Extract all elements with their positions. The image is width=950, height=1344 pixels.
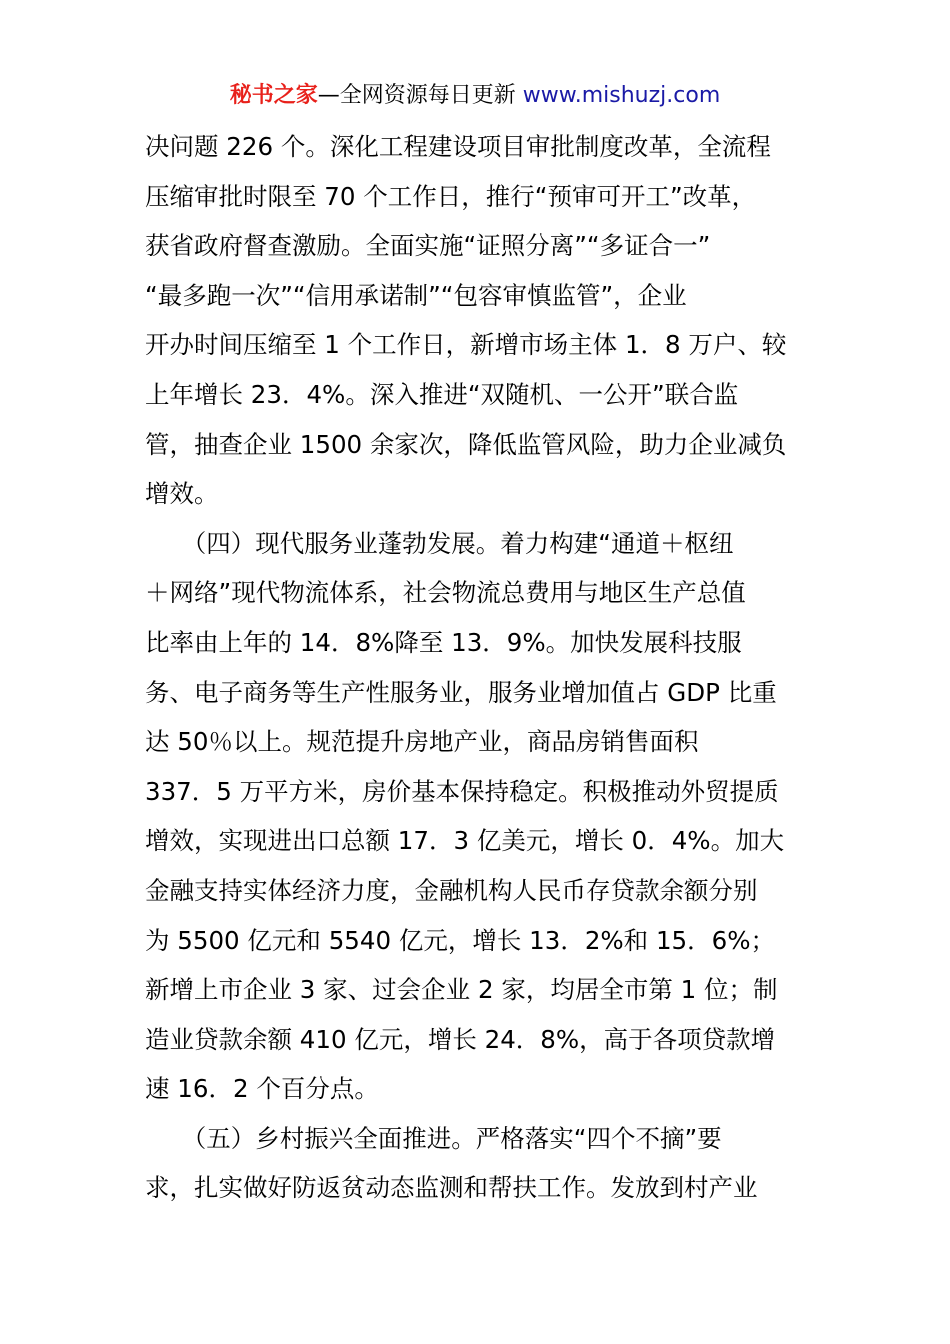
text-line: 管，抽查企业 1500 余家次，降低监管风险，助力企业减负 (145, 429, 787, 459)
site-url[interactable]: www.mishuzj.com (522, 83, 721, 108)
text-line: 337．5 万平方米，房价基本保持稳定。积极推动外贸提质 (145, 776, 779, 806)
text-line: 决问题 226 个。深化工程建设项目审批制度改革，全流程 (145, 132, 771, 161)
text-line: 获省政府督查激励。全面实施“证照分离”“多证合一” (145, 231, 711, 261)
site-header (0, 80, 950, 112)
text-line: 造业贷款余额 410 亿元，增长 24．8%，高于各项贷款增 (145, 1024, 776, 1054)
site-brand: 秘书之家 (229, 83, 318, 108)
text-line: （四）现代服务业蓬勃发展。着力构建“通道＋枢纽 (145, 528, 734, 558)
text-line: 务、电子商务等生产性服务业，服务业增加值占 GDP 比重 (145, 677, 777, 707)
text-line: ＋网络”现代物流体系，社会物流总费用与地区生产总值 (145, 578, 746, 608)
text-line: 比率由上年的 14．8%降至 13．9%。加快发展科技服 (145, 627, 742, 657)
text-line: “最多跑一次”“信用承诺制”“包容审慎监管”，企业 (145, 280, 687, 310)
text-line: 增效，实现进出口总额 17．3 亿美元，增长 0．4%。加大 (145, 826, 785, 856)
text-line: 开办时间压缩至 1 个工作日，新增市场主体 1．8 万户、较 (145, 330, 787, 360)
text-line: 压缩审批时限至 70 个工作日，推行“预审可开工”改革， (145, 181, 757, 211)
text-line: 达 50％以上。规范提升房地产业，商品房销售面积 (145, 727, 699, 757)
text-line: 增效。 (145, 479, 219, 509)
site-tagline: —全网资源每日更新 (317, 83, 523, 108)
text-line: 金融支持实体经济力度，金融机构人民币存贷款余额分别 (145, 875, 758, 905)
text-line: （五）乡村振兴全面推进。严格落实“四个不摘”要 (145, 1123, 722, 1153)
text-line: 速 16．2 个百分点。 (145, 1074, 379, 1104)
text-line: 为 5500 亿元和 5540 亿元，增长 13．2%和 15．6%； (145, 925, 776, 955)
text-line: 上年增长 23．4%。深入推进“双随机、一公开”联合监 (145, 379, 739, 409)
document-body (145, 122, 805, 1213)
text-line: 求，扎实做好防返贫动态监测和帮扶工作。发放到村产业 (145, 1173, 758, 1203)
text-line: 新增上市企业 3 家、过会企业 2 家，均居全市第 1 位；制 (145, 975, 778, 1005)
